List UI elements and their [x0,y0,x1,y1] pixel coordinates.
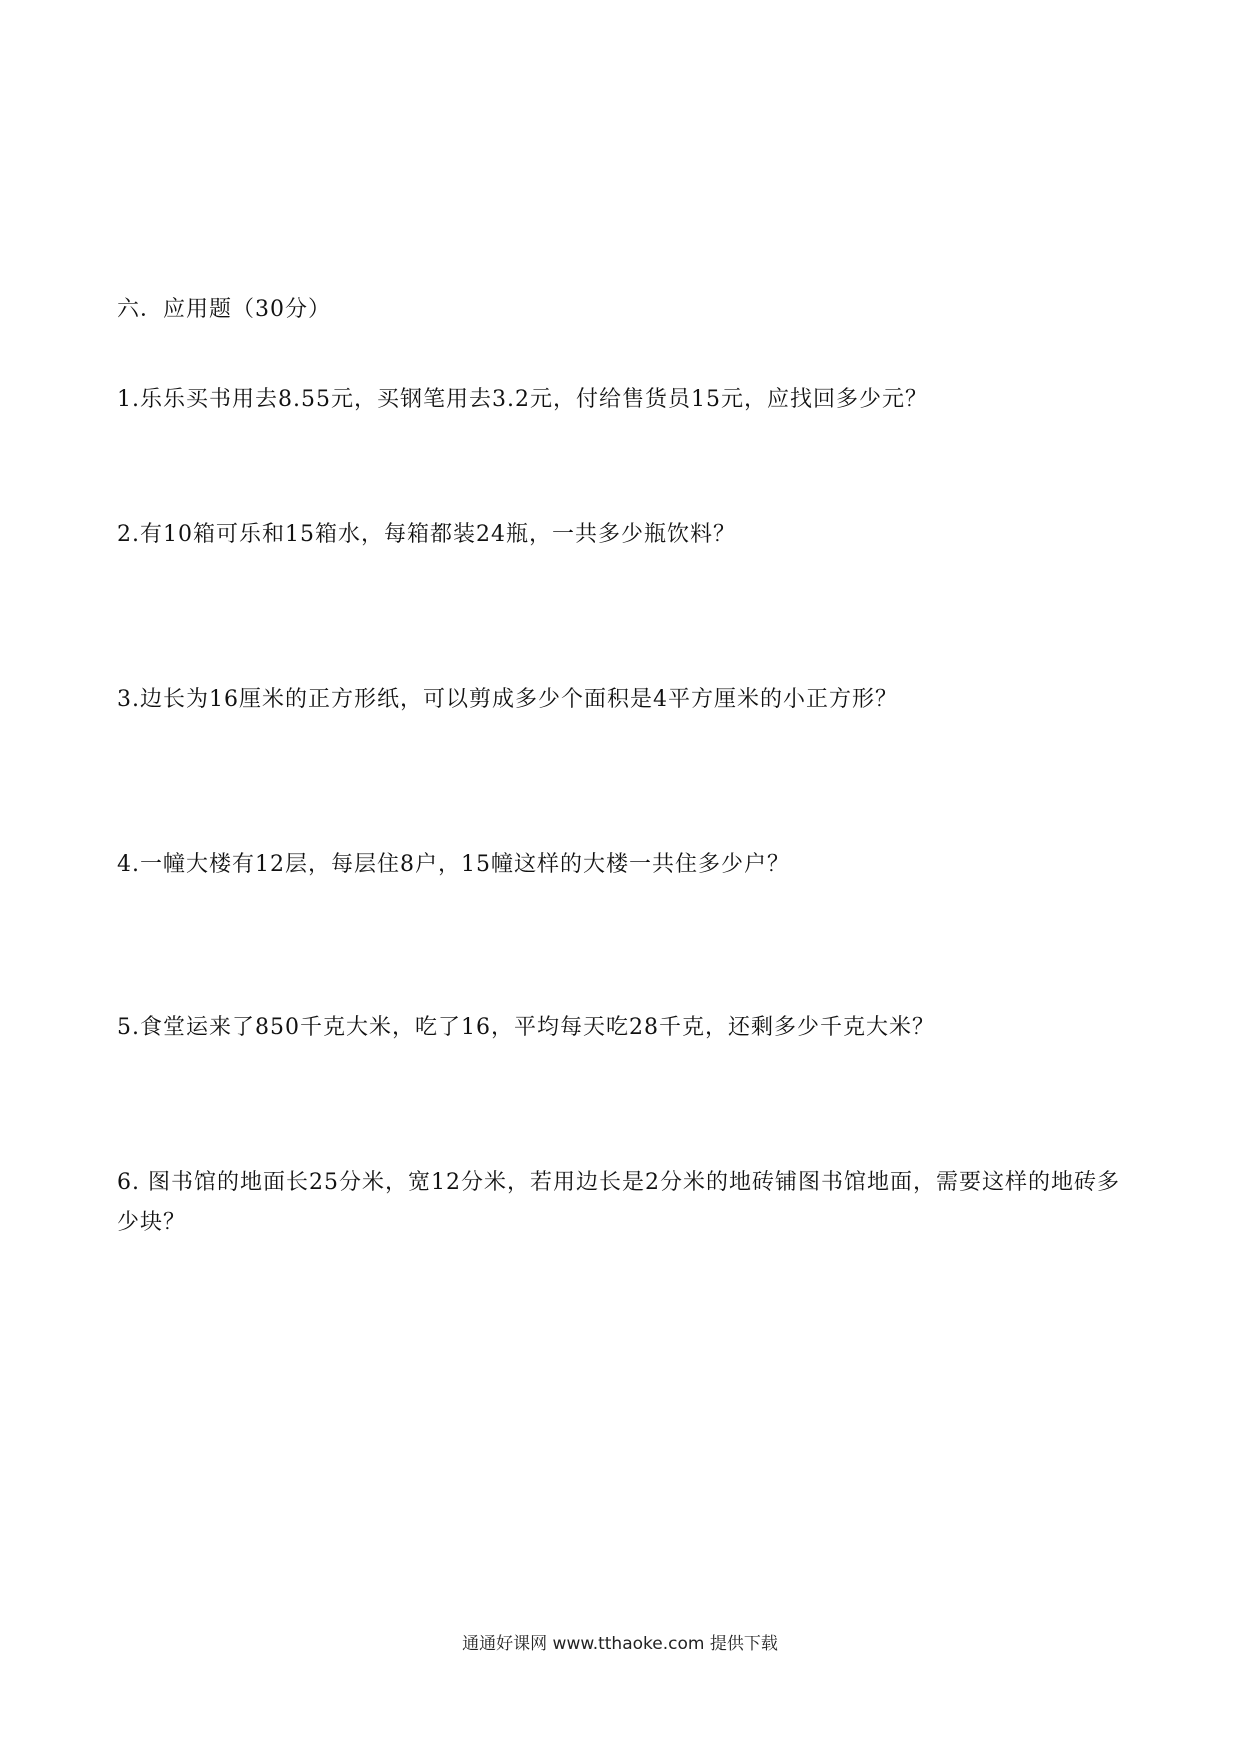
question-3: 3.边长为16厘米的正方形纸，可以剪成多少个面积是4平方厘米的小正方形？ [117,687,898,712]
question-1: 1.乐乐买书用去8.55元，买钢笔用去3.2元，付给售货员15元，应找回多少元？ [117,387,928,412]
question-5: 5.食堂运来了850千克大米，吃了16，平均每天吃28千克，还剩多少千克大米？ [117,1015,935,1040]
footer-text: 通通好课网 www.tthaoke.com 提供下载 [462,1634,778,1654]
question-2: 2.有10箱可乐和15箱水，每箱都装24瓶，一共多少瓶饮料？ [117,522,736,547]
question-4: 4.一幢大楼有12层，每层住8户，15幢这样的大楼一共住多少户？ [117,852,790,877]
section-title: 六．应用题（30分） [117,297,331,322]
question-6: 6. 图书馆的地面长25分米，宽12分米，若用边长是2分米的地砖铺图书馆地面，需要这样的地砖多少块？ [117,1170,1120,1235]
